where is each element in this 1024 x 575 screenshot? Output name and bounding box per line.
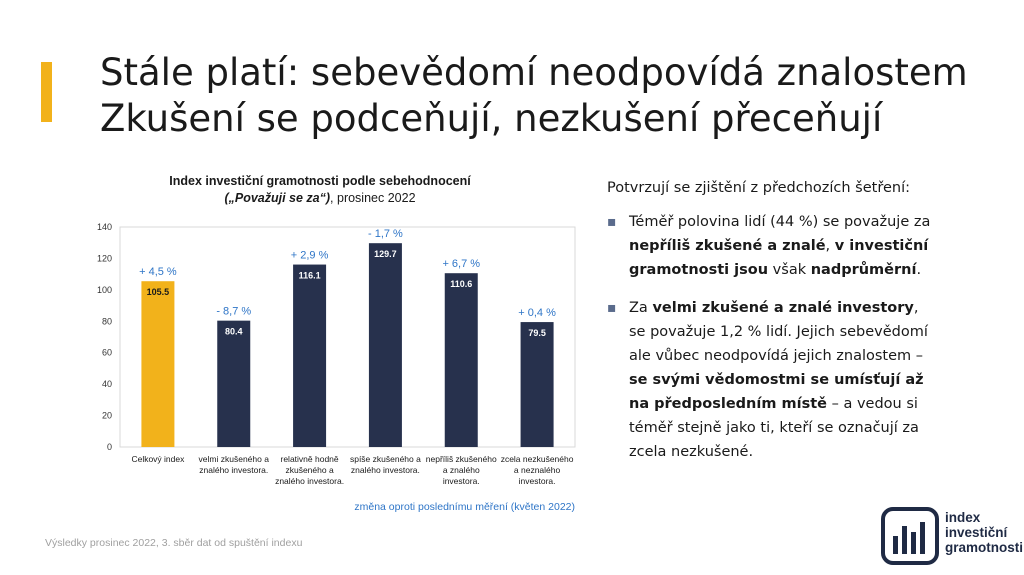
y-tick-label-1: 20 [101, 410, 112, 421]
category-label-4 [426, 454, 497, 486]
chart-title-line-1: Index investiční gramotnosti podle sebehodnocení [169, 174, 471, 188]
category-label-line: znalého investora. [350, 465, 420, 475]
finding-2-text-c: – a vedou si téměř stejně jako ti, kteří se označují za zcela nezkušené. [629, 396, 919, 460]
category-label-line: a znalého [442, 465, 480, 475]
category-label-line: relativně hodně [280, 454, 339, 464]
category-label-line: zkušeného a [285, 465, 334, 475]
change-label-5: + 0,4 % [518, 307, 556, 320]
footer-note: Výsledky prosinec 2022, 3. sběr dat od spuštění indexu [45, 537, 303, 549]
finding-2 [607, 296, 937, 464]
accent-bar [41, 62, 52, 122]
finding-1-text-c: však [768, 262, 811, 278]
title-line-1: Stále platí: sebevědomí neodpovídá znalostem [100, 51, 968, 94]
chart-title-emph: („Považuji se za“) [224, 191, 331, 205]
findings-list [607, 210, 937, 464]
finding-2-text-b: , se považuje 1,2 % lidí. Jejich sebevědomí ale vůbec neodpovídá jejich znalostem – [629, 300, 928, 364]
change-label-4: + 6,7 % [442, 258, 481, 271]
y-tick-label-2: 40 [101, 379, 112, 390]
category-label-2 [275, 454, 344, 486]
brand-line-3: gramotnosti [945, 540, 1024, 555]
category-label-line: znalého investora. [199, 465, 269, 475]
bar-1 [217, 321, 250, 447]
data-label-4: 110.6 [450, 279, 473, 290]
bar-3 [369, 243, 402, 447]
chart-title-line-2 [120, 190, 520, 207]
data-label-2: 116.1 [298, 270, 321, 281]
category-label-line: a neznalého [513, 465, 561, 475]
change-label-3: - 1,7 % [367, 228, 403, 241]
finding-1-text-d: . [916, 262, 922, 278]
data-label-5: 79.5 [528, 328, 546, 339]
chart-title [120, 173, 520, 207]
bar-2 [293, 265, 326, 447]
finding-1 [607, 210, 937, 282]
finding-1-text-b: , [825, 238, 835, 254]
brand-line-1: index [945, 510, 981, 525]
data-label-1: 80.4 [224, 326, 243, 337]
finding-2-bold-a: velmi zkušené a znalé investory [652, 300, 914, 316]
data-label-0: 105.5 [146, 287, 170, 298]
brand-line-2: investiční [945, 525, 1008, 540]
data-label-3: 129.7 [374, 249, 397, 260]
category-label-line: znalého investora. [275, 476, 345, 486]
category-label-line: investora. [442, 476, 480, 486]
title-line-2: Zkušení se podceňují, nezkušení přeceňují [100, 97, 883, 140]
bar-4 [445, 273, 478, 447]
bar-chart [95, 215, 595, 515]
category-label-line: spíše zkušeného a [349, 454, 421, 464]
finding-1-bold-a: nepříliš zkušené a znalé [629, 238, 826, 254]
change-label-2: + 2,9 % [290, 249, 329, 262]
change-label-1: - 8,7 % [216, 305, 252, 318]
change-note: změna oproti poslednímu měření (květen 2022) [354, 501, 575, 513]
chart-title-date: , prosinec 2022 [330, 191, 416, 205]
finding-1-bold-b: v investiční gramotnosti jsou [629, 238, 929, 278]
finding-2-bold-b: se svými vědomostmi se umísťují až na předposledním místě [629, 372, 924, 412]
category-label-line: nepříliš zkušeného [425, 454, 497, 464]
category-label-line: Celkový index [131, 454, 185, 464]
category-label-1 [199, 454, 270, 475]
brand-logo-icon [880, 506, 940, 566]
y-tick-label-3: 60 [101, 347, 112, 358]
change-label-0: + 4,5 % [139, 266, 177, 279]
plot-frame [120, 227, 575, 447]
y-tick-label-4: 80 [101, 316, 112, 327]
y-tick-label-5: 100 [96, 284, 112, 295]
category-label-0 [131, 454, 185, 464]
findings-intro: Potvrzují se zjištění z předchozích šetření: [607, 180, 910, 196]
findings-panel [607, 176, 937, 478]
y-tick-label-7: 140 [96, 222, 112, 232]
finding-1-text-a: Téměř polovina lidí (44 %) se považuje za [629, 214, 931, 230]
y-tick-label-6: 120 [96, 253, 112, 264]
brand-wordmark [945, 510, 1023, 555]
category-label-line: velmi zkušeného a [198, 454, 269, 464]
finding-2-text-a: Za [629, 300, 653, 316]
category-label-5 [501, 454, 574, 486]
category-label-3 [350, 454, 421, 475]
slide-title [100, 50, 968, 142]
category-label-line: investora. [518, 476, 556, 486]
bar-0 [141, 281, 174, 447]
y-tick-label-0: 0 [106, 442, 112, 452]
category-label-line: zcela nezkušeného [500, 454, 574, 464]
bar-5 [521, 322, 554, 447]
finding-1-bold-c: nadprůměrní [810, 262, 917, 278]
